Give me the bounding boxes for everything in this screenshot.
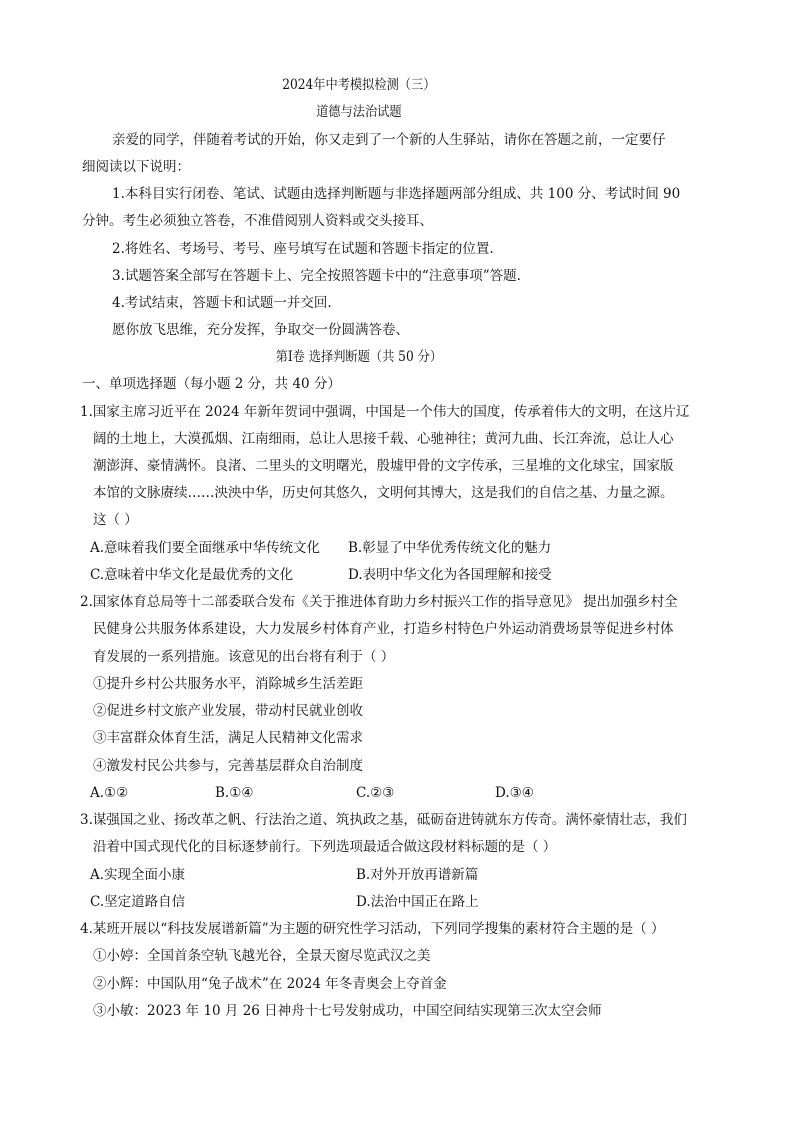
question-4-item: ③小敏：2023 年 10 月 26 日神舟十七号发射成功，中国空间结实现第三次太空会师 [93, 1003, 602, 1019]
exam-title: 2024年中考模拟检测（三） [282, 77, 436, 93]
question-3-option-d: D.法治中国正在路上 [356, 894, 479, 910]
question-3-line: 3.谋强国之业、扬改革之帆、行法治之道、筑执政之基，砥砺奋进铸就东方传奇。满怀豪情壮志，我们 [80, 812, 687, 828]
question-1-option-a: A.意味着我们要全面继承中华传统文化 [90, 540, 321, 556]
question-1-option-c: C.意味着中华文化是最优秀的文化 [90, 567, 294, 583]
section-1-title: 一、单项选择题（每小题 2 分，共 40 分） [82, 376, 341, 392]
part-1-title: 第Ⅰ卷 选择判断题（共 50 分） [275, 349, 443, 365]
rule-1-line-2: 分钟。考生必须独立答卷，不准借阅别人资料或交头接耳、 [82, 213, 433, 229]
question-1-line: 本馆的文脉赓续……泱泱中华，历史何其悠久，文明何其博大，这是我们的自信之基、力量之源。 [93, 485, 674, 501]
question-1-line: 1.国家主席习近平在 2024 年新年贺词中强调，中国是一个伟大的国度，传承着伟大的文明，在这片辽 [80, 404, 690, 420]
question-4-item: ②小辉：中国队用“兔子战术”在 2024 年冬青奥会上夺首金 [93, 976, 447, 992]
question-4-item: ①小婷：全国首条空轨飞越光谷，全景天窗尽览武汉之美 [93, 948, 431, 964]
question-3-line: 沿着中国式现代化的目标逐梦前行。下列选项最适合做这段材料标题的是（ ） [93, 839, 557, 855]
rule-3: 3.试题答案全部写在答题卡上、完全按照答题卡中的“注意事项”答题. [112, 268, 521, 284]
rule-2: 2.将姓名、考场号、考号、座号填写在试题和答题卡指定的位置. [112, 241, 494, 257]
question-2-line: 民健身公共服务体系建设，大力发展乡村体育产业，打造乡村特色户外运动消费场景等促进乡村体 [93, 621, 674, 637]
rule-1-line-1: 1.本科目实行闭卷、笔试、试题由选择判断题与非选择题两部分组成、共 100 分、考试时间 90 [112, 186, 681, 202]
question-2-item: ③丰富群众体育生活，满足人民精神文化需求 [93, 730, 363, 746]
question-2-item: ④激发村民公共参与，完善基层群众自治制度 [93, 758, 363, 774]
question-4-line: 4.某班开展以“科技发展谱新篇”为主题的研究性学习活动，下列同学搜集的素材符合主题的是（ ） [80, 921, 665, 937]
question-1-line: 这（ ） [93, 512, 138, 528]
question-1-option-d: D.表明中华文化为各国理解和接受 [348, 567, 552, 583]
question-2-item: ②促进乡村文旅产业发展，带动村民就业创收 [93, 703, 363, 719]
question-1-line: 阔的土地上，大漠孤烟、江南细雨，总让人思接千载、心驰神往；黄河九曲、长江奔流，总让人心 [93, 431, 674, 447]
exam-subtitle: 道德与法治试题 [316, 104, 402, 120]
question-1-option-b: B.彰显了中华优秀传统文化的魅力 [348, 540, 552, 556]
question-3-option-b: B.对外开放再谱新篇 [356, 867, 479, 883]
question-2-option-d: D.③④ [495, 785, 534, 801]
question-2-option-b: B.①④ [215, 785, 254, 801]
question-2-option-c: C.②③ [356, 785, 395, 801]
question-3-option-a: A.实现全面小康 [90, 867, 186, 883]
intro-line-2: 细阅读以下说明： [82, 159, 190, 175]
question-3-option-c: C.坚定道路自信 [90, 894, 186, 910]
rule-4: 4.考试结束，答题卡和试题一并交回. [112, 295, 332, 311]
question-1-line: 潮澎湃、豪情满怀。良渚、二里头的文明曙光，殷墟甲骨的文字传承，三星堆的文化球宝，国家版 [93, 458, 674, 474]
question-2-option-a: A.①② [90, 785, 129, 801]
question-2-item: ①提升乡村公共服务水平，消除城乡生活差距 [93, 676, 363, 692]
question-2-line: 2.国家体育总局等十二部委联合发布《关于推进体育助力乡村振兴工作的指导意见》 提出加强乡村全 [80, 594, 678, 610]
question-2-line: 育发展的一系列措施。该意见的出台将有利于（ ） [93, 649, 395, 665]
intro-line-1: 亲爱的同学，伴随着考试的开始，你又走到了一个新的人生驿站，请你在答题之前，一定要仔 [112, 132, 666, 148]
closing-wish: 愿你放飞思维，充分发挥，争取交一份圆满答卷、 [112, 322, 409, 338]
